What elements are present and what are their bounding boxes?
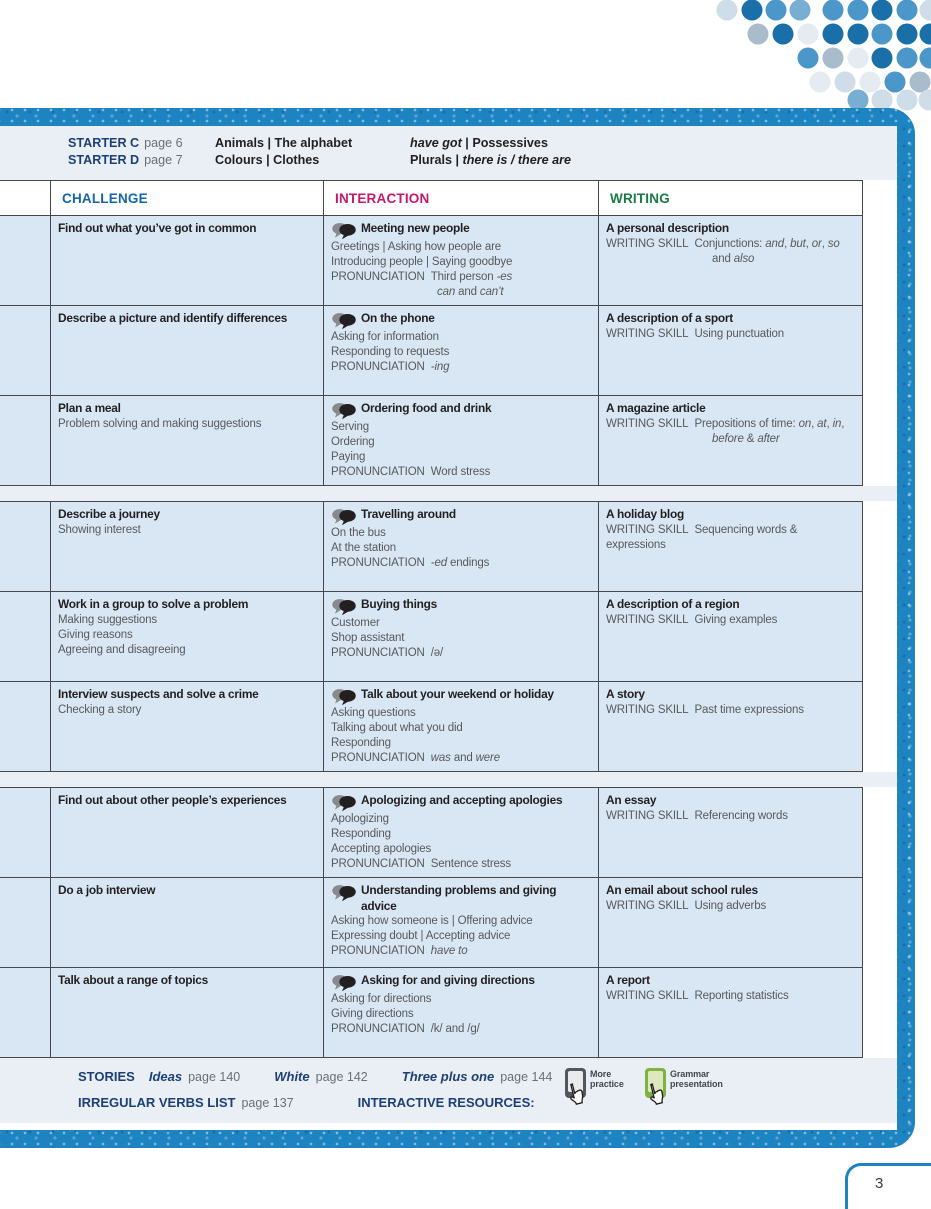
interaction-title-row [331, 221, 592, 240]
starter-row: STARTER D page 7 [68, 153, 183, 167]
interaction-cell [323, 788, 598, 877]
writing-cell [598, 682, 862, 771]
interaction-cell [323, 396, 598, 485]
challenge-cell [50, 306, 323, 395]
challenge-cell [50, 788, 323, 877]
unit-cell [0, 788, 50, 877]
writing-cell [598, 788, 862, 877]
writing-cell [598, 592, 862, 681]
writing-title: A description of a region [606, 597, 740, 611]
table-row [0, 788, 862, 877]
challenge-cell [50, 592, 323, 681]
starter-labels [68, 135, 183, 169]
detail-line: Making suggestions [58, 613, 157, 626]
table-row [0, 502, 862, 591]
units-table-block-2 [0, 501, 863, 772]
interaction-title: Talk about your weekend or holiday [361, 687, 554, 701]
writing-cell [598, 306, 862, 395]
interaction-cell [323, 682, 598, 771]
grammar-presentation-resource-icon [645, 1066, 729, 1116]
resource-label: More practice [590, 1069, 624, 1089]
detail-line: Responding [331, 737, 391, 749]
column-header-interaction: INTERACTION [323, 181, 598, 215]
unit-cell [0, 306, 50, 395]
writing-skill-line: before & after [712, 432, 780, 445]
detail-line: PRONUNCIATION -ing [331, 361, 450, 373]
interaction-title-row [331, 793, 592, 812]
writing-skill-line: WRITING SKILL Using adverbs [606, 899, 767, 912]
writing-title: A magazine article [606, 401, 706, 415]
column-header-challenge: CHALLENGE [50, 181, 323, 215]
unit-cell [0, 216, 50, 305]
interaction-cell [323, 592, 598, 681]
table-row [0, 967, 862, 1057]
detail-line: Asking for directions [331, 993, 432, 1005]
irregular-verbs-label: IRREGULAR VERBS LIST [78, 1095, 236, 1110]
detail-line: can and can’t [437, 286, 504, 298]
interaction-title: Buying things [361, 597, 438, 611]
footer [0, 1058, 897, 1123]
interaction-title: Asking for and giving directions [361, 973, 535, 987]
story-item: White page 142 [274, 1069, 368, 1084]
unit-cell [0, 592, 50, 681]
speech-bubbles-icon [331, 794, 357, 812]
starter-grammar [410, 135, 571, 169]
stories-label: STORIES [78, 1069, 135, 1084]
speech-bubbles-icon [331, 312, 357, 330]
writing-skill-line: WRITING SKILL Using punctuation [606, 327, 784, 340]
story-item: Three plus one page 144 [401, 1069, 553, 1084]
detail-line: Ordering [331, 436, 375, 448]
detail-line: PRONUNCIATION Third person -es [331, 271, 513, 283]
detail-line: Customer [331, 617, 380, 629]
interaction-title-row [331, 973, 592, 992]
writing-skill-line: WRITING SKILL Reporting statistics [606, 989, 789, 1002]
starter-grammar-line: have got | Possessives [410, 136, 548, 150]
detail-line: PRONUNCIATION Word stress [331, 466, 491, 478]
units-table-block-1 [0, 180, 863, 486]
table-row [0, 591, 862, 681]
detail-line: Asking questions [331, 707, 416, 719]
writing-skill-line: WRITING SKILL Referencing words [606, 809, 788, 822]
unit-cell [0, 878, 50, 967]
interaction-title-row [331, 597, 592, 616]
interaction-cell [323, 878, 598, 967]
writing-cell [598, 502, 862, 591]
detail-line: Expressing doubt | Accepting advice [331, 930, 511, 942]
challenge-title: Do a job interview [58, 883, 156, 897]
table-row [0, 215, 862, 305]
detail-line: Asking how someone is | Offering advice [331, 915, 533, 927]
writing-skill-line: WRITING SKILL Giving examples [606, 613, 778, 626]
detail-line: At the station [331, 542, 397, 554]
stories-line [78, 1069, 552, 1084]
table-row [0, 395, 862, 485]
detail-line: PRONUNCIATION Sentence stress [331, 858, 511, 870]
page-number: 3 [875, 1175, 884, 1192]
writing-cell [598, 216, 862, 305]
writing-skill-line: WRITING SKILL Conjunctions: and, but, or, so [606, 237, 840, 250]
interaction-title-row [331, 883, 592, 914]
more-practice-resource-icon [565, 1066, 649, 1116]
writing-skill-line: WRITING SKILL Prepositions of time: on, at, in, [606, 417, 845, 430]
detail-line: Accepting apologies [331, 843, 432, 855]
interaction-title-row [331, 311, 592, 330]
interaction-title-row [331, 507, 592, 526]
resource-label: Grammar presentation [670, 1069, 723, 1089]
detail-line: Responding to requests [331, 346, 450, 358]
book-page-frame [0, 108, 915, 1148]
challenge-title: Find out what you’ve got in common [58, 221, 257, 235]
detail-line: Agreeing and disagreeing [58, 643, 186, 656]
detail-line: Giving directions [331, 1008, 414, 1020]
interaction-cell [323, 502, 598, 591]
starter-banner [0, 126, 897, 180]
detail-line: Introducing people | Saying goodbye [331, 256, 513, 268]
challenge-title: Work in a group to solve a problem [58, 597, 249, 611]
interaction-title: Travelling around [361, 507, 456, 521]
detail-line: Asking for information [331, 331, 439, 343]
speech-bubbles-icon [331, 974, 357, 992]
starter-topic: Animals | The alphabet [215, 136, 353, 150]
detail-line: PRONUNCIATION was and were [331, 752, 500, 764]
writing-skill-line: WRITING SKILL Sequencing words & expressions [606, 523, 798, 551]
writing-title: An essay [606, 793, 657, 807]
writing-cell [598, 878, 862, 967]
detail-line: On the bus [331, 527, 386, 539]
writing-cell [598, 968, 862, 1057]
interaction-cell [323, 216, 598, 305]
interaction-title: Understanding problems and giving advice [361, 883, 557, 913]
interaction-title: Meeting new people [361, 221, 470, 235]
interaction-title: On the phone [361, 311, 435, 325]
resources-line [78, 1095, 535, 1110]
challenge-cell [50, 396, 323, 485]
dot-mosaic-decoration [0, 0, 931, 120]
writing-skill-line: and also [712, 252, 755, 265]
challenge-title: Describe a journey [58, 507, 160, 521]
speech-bubbles-icon [331, 688, 357, 706]
unit-cell [0, 968, 50, 1057]
detail-line: Problem solving and making suggestions [58, 417, 262, 430]
challenge-cell [50, 502, 323, 591]
writing-title: A description of a sport [606, 311, 734, 325]
starter-topic: Colours | Clothes [215, 153, 320, 167]
interaction-title-row [331, 401, 592, 420]
speech-bubbles-icon [331, 402, 357, 420]
writing-title: An email about school rules [606, 883, 758, 897]
table-row [0, 681, 862, 771]
starter-topics [215, 135, 352, 169]
table-header-row [0, 181, 862, 215]
challenge-cell [50, 878, 323, 967]
detail-line: Serving [331, 421, 369, 433]
speech-bubbles-icon [331, 598, 357, 616]
detail-line: PRONUNCIATION -ed endings [331, 557, 490, 569]
challenge-title: Interview suspects and solve a crime [58, 687, 259, 701]
challenge-title: Plan a meal [58, 401, 121, 415]
starter-row: STARTER C page 6 [68, 136, 183, 150]
unit-cell [0, 682, 50, 771]
interaction-title-row [331, 687, 592, 706]
detail-line: Shop assistant [331, 632, 405, 644]
unit-cell [0, 396, 50, 485]
writing-title: A story [606, 687, 645, 701]
table-row [0, 305, 862, 395]
writing-title: A personal description [606, 221, 729, 235]
challenge-cell [50, 968, 323, 1057]
detail-line: Apologizing [331, 813, 389, 825]
detail-line: Checking a story [58, 703, 142, 716]
challenge-cell [50, 216, 323, 305]
detail-line: Showing interest [58, 523, 141, 536]
story-item: Ideas page 140 [148, 1069, 241, 1084]
detail-line: Greetings | Asking how people are [331, 241, 502, 253]
interaction-title: Ordering food and drink [361, 401, 492, 415]
starter-grammar-line: Plurals | there is / there are [410, 153, 572, 167]
writing-cell [598, 396, 862, 485]
page-number-tab [845, 1163, 931, 1209]
challenge-cell [50, 682, 323, 771]
writing-title: A report [606, 973, 650, 987]
block-separator [0, 486, 897, 501]
speech-bubbles-icon [331, 508, 357, 526]
interaction-title: Apologizing and accepting apologies [361, 793, 563, 807]
interaction-cell [323, 968, 598, 1057]
detail-line: PRONUNCIATION /ə/ [331, 647, 444, 659]
detail-line: Paying [331, 451, 366, 463]
interactive-resources-label: INTERACTIVE RESOURCES: [357, 1095, 535, 1110]
interaction-cell [323, 306, 598, 395]
challenge-title: Talk about a range of topics [58, 973, 209, 987]
speech-bubbles-icon [331, 884, 357, 902]
book-page [0, 126, 897, 1130]
writing-title: A holiday blog [606, 507, 684, 521]
irregular-verbs-page: page 137 [241, 1096, 294, 1110]
unit-cell [0, 502, 50, 591]
detail-line: Giving reasons [58, 628, 133, 641]
block-separator [0, 772, 897, 787]
detail-line: Responding [331, 828, 391, 840]
units-table-block-3 [0, 787, 863, 1058]
writing-skill-line: WRITING SKILL Past time expressions [606, 703, 804, 716]
challenge-title: Describe a picture and identify differences [58, 311, 288, 325]
unit-column-header [0, 181, 50, 215]
table-row [0, 877, 862, 967]
detail-line: PRONUNCIATION have to [331, 945, 468, 957]
challenge-title: Find out about other people’s experiences [58, 793, 287, 807]
detail-line: Talking about what you did [331, 722, 463, 734]
speech-bubbles-icon [331, 222, 357, 240]
column-header-writing: WRITING [598, 181, 863, 215]
detail-line: PRONUNCIATION /k/ and /g/ [331, 1023, 480, 1035]
